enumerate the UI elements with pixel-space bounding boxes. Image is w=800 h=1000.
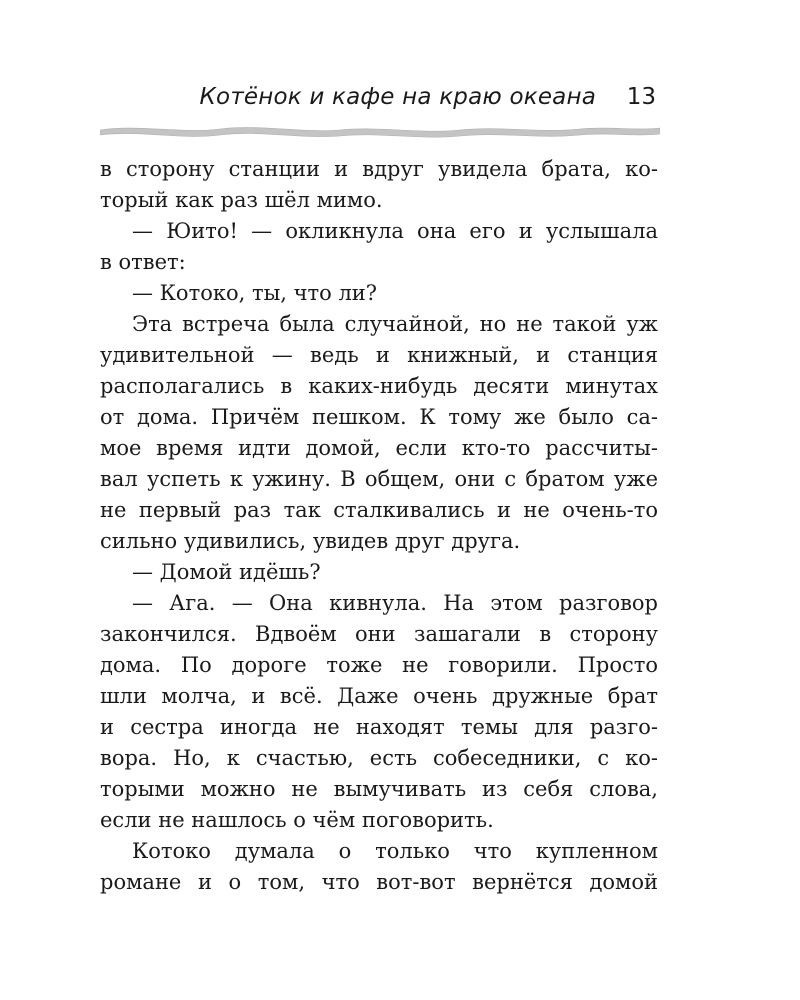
- text-line: — Юито! — окликнула она его и услышала: [132, 219, 658, 243]
- page-number: 13: [626, 84, 656, 110]
- text-line: торыми можно не вымучивать из себя слова,: [100, 777, 658, 801]
- text-line: если не нашлось о чём поговорить.: [100, 808, 494, 832]
- text-line: — Ага. — Она кивнула. На этом разговор: [132, 591, 658, 615]
- running-head: [100, 78, 658, 118]
- text-line: торый как раз шёл мимо.: [100, 188, 383, 212]
- text-line: шли молча, и всё. Даже очень дружные брат: [100, 684, 658, 708]
- text-line: не первый раз так сталкивались и не очень-то: [100, 498, 658, 522]
- running-head-title: Котёнок и кафе на краю океана: [199, 84, 596, 110]
- text-line: сильно удивились, увидев друг друга.: [100, 529, 521, 553]
- text-line: удивительной — ведь и книжный, и станция: [100, 343, 658, 367]
- text-line: — Котоко, ты, что ли?: [132, 281, 378, 305]
- text-line: Котоко думала о только что купленном: [132, 839, 658, 863]
- text-line: закончился. Вдвоём они зашагали в сторону: [100, 622, 658, 646]
- text-line: — Домой идёшь?: [132, 560, 321, 584]
- text-line: в сторону станции и вдруг увидела брата, ко-: [100, 157, 658, 181]
- text-line: от дома. Причём пешком. К тому же было са-: [100, 405, 658, 429]
- text-line: вора. Но, к счастью, есть собеседники, с ко-: [100, 746, 658, 770]
- text-line: и сестра иногда не находят темы для разго-: [100, 715, 658, 739]
- decorative-wave-divider: [100, 118, 660, 140]
- text-line: вал успеть к ужину. В общем, они с братом уже: [100, 467, 658, 491]
- text-line: дома. По дороге тоже не говорили. Просто: [100, 653, 658, 677]
- text-line: располагались в каких-нибудь десяти минутах: [100, 374, 658, 398]
- text-line: в ответ:: [100, 250, 186, 274]
- text-line: Эта встреча была случайной, но не такой уж: [132, 312, 658, 336]
- text-line: мое время идти домой, если кто-то рассчиты-: [100, 436, 658, 460]
- body-text: [100, 154, 658, 898]
- text-line: романе и о том, что вот-вот вернётся домой: [100, 870, 658, 894]
